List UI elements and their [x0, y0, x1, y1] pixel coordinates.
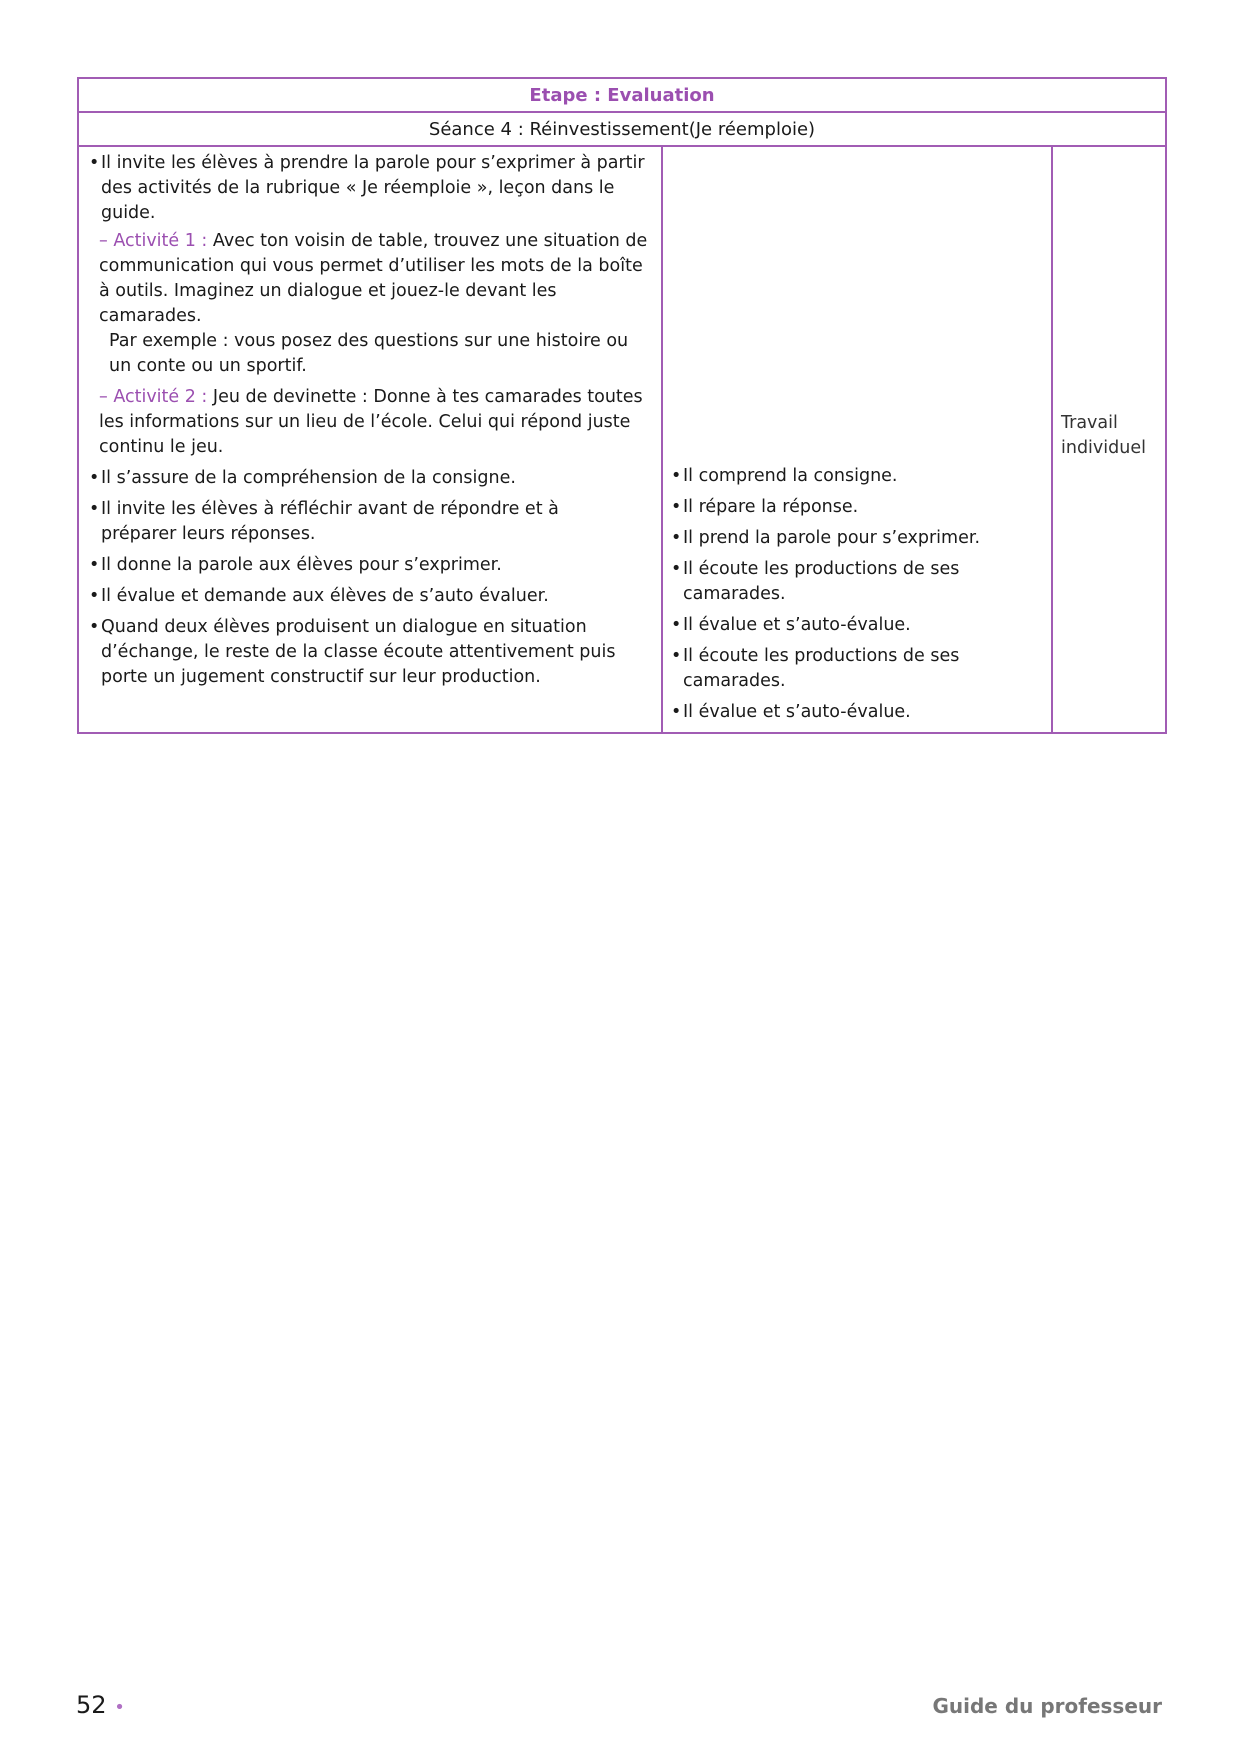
activity-1-text: Avec ton voisin de table, trouvez une situation de communication qui vous permet d’utiliser les mots de la boîte à outils. Imaginez un dialogue et jouez-le devant les camarades.: [99, 231, 648, 326]
stage-header: Etape : Evaluation: [79, 79, 1165, 113]
student-item: • Il évalue et s’auto-évalue.: [671, 702, 911, 722]
lesson-table: [77, 77, 1167, 734]
modality-line-2: individuel: [1061, 438, 1146, 458]
student-list: [671, 464, 1043, 731]
teacher-item: • Il invite les élèves à réfléchir avant de répondre et à préparer leurs réponses.: [89, 499, 559, 544]
student-column: [663, 147, 1053, 732]
student-item: • Il prend la parole pour s’exprimer.: [671, 528, 981, 548]
student-item: • Il répare la réponse.: [671, 497, 859, 517]
teacher-intro: [89, 151, 653, 226]
student-item: • Il écoute les productions de ses camarades.: [671, 559, 960, 604]
page-number: [76, 1691, 125, 1719]
student-item: • Il évalue et s’auto-évalue.: [671, 615, 911, 635]
teacher-item: • Quand deux élèves produisent un dialogue en situation d’échange, le reste de la classe écoute attentivement puis porte un jugement constructif sur leur production.: [89, 617, 616, 687]
student-item: • Il écoute les productions de ses camarades.: [671, 646, 960, 691]
teacher-item: • Il s’assure de la compréhension de la consigne.: [89, 468, 516, 488]
teacher-column: [79, 147, 663, 732]
teacher-item: • Il donne la parole aux élèves pour s’exprimer.: [89, 555, 502, 575]
teacher-intro-text: Il invite les élèves à prendre la parole pour s’exprimer à partir des activités de la rubrique « Je réemploie », leçon dans le guide.: [101, 153, 645, 223]
activity-2-label: – Activité 2 :: [99, 387, 208, 407]
activity-2: [89, 385, 653, 460]
activity-1: [89, 229, 653, 379]
activity-1-example: Par exemple : vous posez des questions sur une histoire ou un conte ou un sportif.: [109, 331, 629, 376]
activity-2-text: Jeu de devinette : Donne à tes camarades toutes les informations sur un lieu de l’école. Celui qui répond juste continu le jeu.: [99, 387, 643, 457]
teacher-item: • Il évalue et demande aux élèves de s’auto évaluer.: [89, 586, 549, 606]
content-row: [79, 147, 1165, 732]
activity-1-label: – Activité 1 :: [99, 231, 208, 251]
student-item: • Il comprend la consigne.: [671, 466, 898, 486]
page-dot: •: [114, 1697, 125, 1718]
session-header: Séance 4 : Réinvestissement(Je réemploie): [79, 113, 1165, 147]
modality-column: [1053, 147, 1165, 732]
modality-label: [1061, 411, 1146, 461]
page-number-text: 52: [76, 1691, 107, 1719]
bullet: •: [89, 153, 100, 173]
modality-line-1: Travail: [1061, 413, 1118, 433]
footer-title: Guide du professeur: [932, 1694, 1162, 1718]
